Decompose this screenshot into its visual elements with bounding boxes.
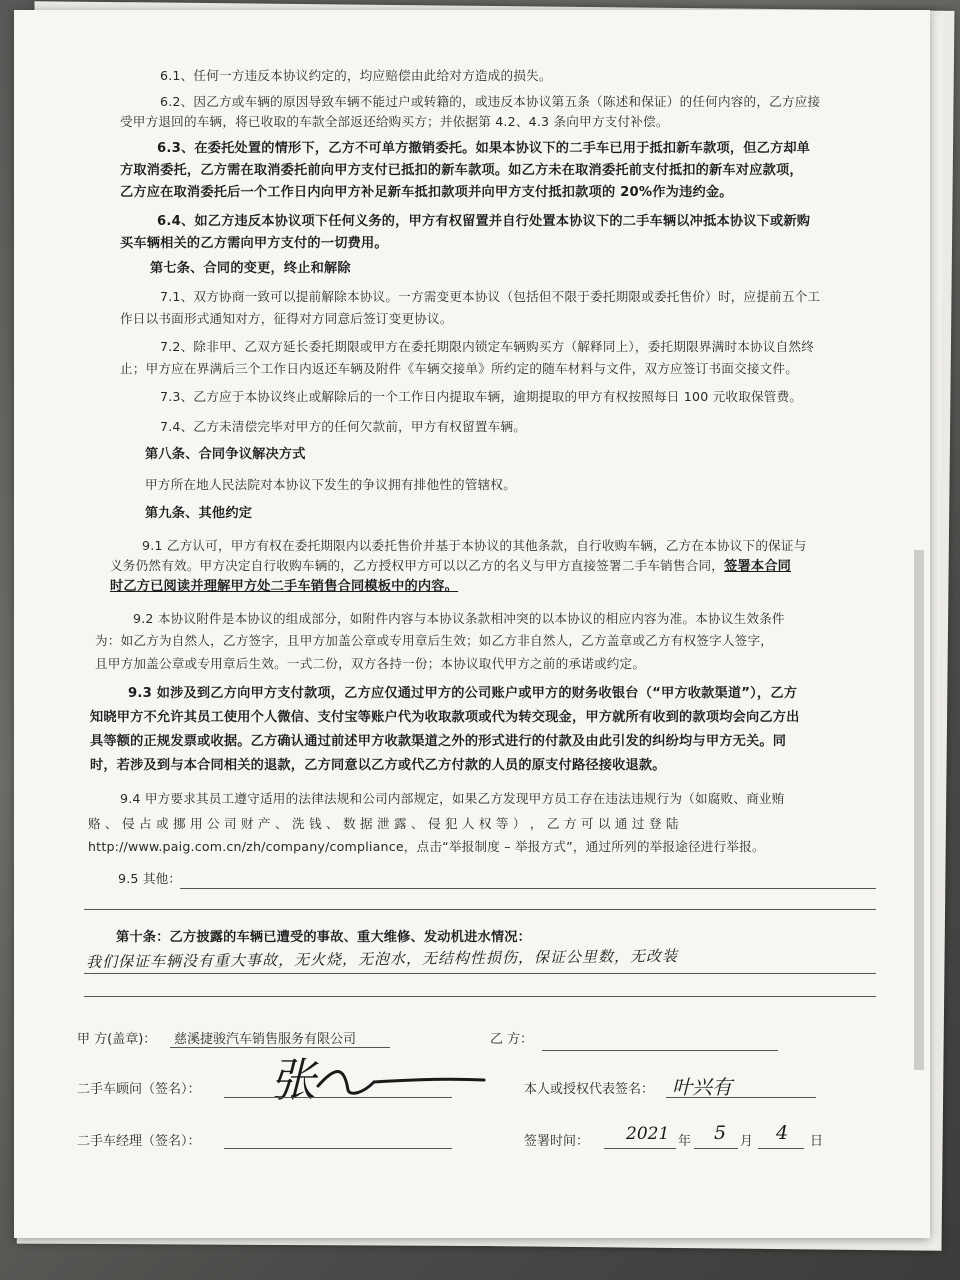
clause-9-1-bold-line: 时乙方已阅读并理解甲方处二手车销售合同模板中的内容。 <box>110 579 459 594</box>
clause-6-2-line1: 6.2、因乙方或车辆的原因导致车辆不能过户或转籍的，或违反本协议第五条（陈述和保证）的任何内容的，乙方应接 <box>160 94 821 109</box>
clause-6-3-line3: 乙方应在取消委托后一个工作日内向甲方补足新车抵扣款项并向甲方支付抵扣款项的 20%作为违约金。 <box>120 185 733 200</box>
clause-9-3-line2: 知晓甲方不允许其员工使用个人微信、支付宝等账户代为收取款项或代为转交现金，甲方就所有收到的款项均会向乙方出 <box>90 710 800 725</box>
manager-line <box>224 1148 452 1149</box>
date-year-line <box>604 1148 676 1149</box>
clause-9-2-line1: 9.2 本协议附件是本协议的组成部分，如附件内容与本协议条款相冲突的以本协议的相应内容为准。本协议生效条件 <box>133 611 785 626</box>
clause-6-1: 6.1、任何一方违反本协议约定的，均应赔偿由此给对方造成的损失。 <box>160 68 552 83</box>
article-10-heading: 第十条：乙方披露的车辆已遭受的事故、重大维修、发动机进水情况： <box>116 930 532 945</box>
clause-9-1-line1: 9.1 乙方认可，甲方有权在委托期限内以委托售价并基于本协议的其他条款，自行收购车辆，乙方在本协议下的保证与 <box>142 538 807 553</box>
contract-page <box>14 10 930 1238</box>
manager-label: 二手车经理（签名）： <box>77 1134 201 1149</box>
article-10-fill-line-2 <box>84 996 876 997</box>
clause-7-2-line2: 止；甲方应在界满后三个工作日内返还车辆及附件《车辆交接单》所约定的随车材料与文件，双方应签订书面交接文件。 <box>120 361 799 376</box>
clause-9-4-line1: 9.4 甲方要求其员工遵守适用的法律法规和公司内部规定，如果乙方发现甲方员工存在违法违规行为（如腐败、商业贿 <box>120 791 785 806</box>
clause-9-5-label: 9.5 其他： <box>118 871 182 886</box>
clause-9-5-fill-line-2 <box>84 909 876 910</box>
clause-9-4-line3: http://www.paig.com.cn/zh/company/compliance，点击“举报制度 – 举报方式”，通过所列的举报途径进行举报。 <box>88 839 765 854</box>
advisor-label: 二手车顾问（签名）： <box>77 1082 201 1097</box>
clause-9-2-line3: 且甲方加盖公章或专用章后生效。一式二份，双方各持一份；本协议取代甲方之前的承诺或约定。 <box>95 656 646 671</box>
clause-9-3-line1: 9.3 如涉及到乙方向甲方支付款项，乙方应仅通过甲方的公司账户或甲方的财务收银台（“甲方收款渠道”），乙方 <box>128 686 798 701</box>
clause-9-1-text: 义务仍然有效。甲方决定自行收购车辆的，乙方授权甲方可以以乙方的名义与甲方直接签署二手车销售合同， <box>110 558 725 573</box>
party-b-label: 乙 方： <box>490 1032 534 1047</box>
date-year: 2021 <box>626 1124 670 1144</box>
date-year-unit: 年 <box>678 1134 692 1149</box>
clause-7-4: 7.4、乙方未清偿完毕对甲方的任何欠款前，甲方有权留置车辆。 <box>160 419 527 434</box>
clause-9-3-line3: 具等额的正规发票或收据。乙方确认通过前述甲方收款渠道之外的形式进行的付款及由此引发的纠纷均与甲方无关。同 <box>90 734 787 749</box>
clause-9-4-line2: 赂 、 侵 占 或 挪 用 公 司 财 产 、 洗 钱 、 数 据 泄 露 、 侵 犯 人 权 等 ） ， 乙 方 可 以 通 过 登 陆 <box>88 816 679 831</box>
advisor-signature: 张 <box>270 1053 316 1107</box>
clause-7-3: 7.3、乙方应于本协议终止或解除后的一个工作日内提取车辆，逾期提取的甲方有权按照每日 100 元收取保管费。 <box>160 389 803 404</box>
date-day: 4 <box>776 1122 789 1144</box>
clause-6-3-line2: 方取消委托，乙方需在取消委托前向甲方支付已抵扣的新车款项。如乙方未在取消委托前支付抵扣的新车对应款项， <box>120 163 803 178</box>
advisor-signature-stroke <box>314 1060 494 1100</box>
advisor-line <box>224 1097 452 1098</box>
clause-6-4-line1: 6.4、如乙方违反本协议项下任何义务的，甲方有权留置并自行处置本协议下的二手车辆以冲抵本协议下或新购 <box>157 214 811 229</box>
rep-line <box>666 1097 816 1098</box>
date-day-line <box>758 1148 804 1149</box>
clause-8: 甲方所在地人民法院对本协议下发生的争议拥有排他性的管辖权。 <box>145 477 517 492</box>
rep-label: 本人或授权代表签名： <box>524 1082 655 1097</box>
date-day-unit: 日 <box>810 1134 824 1149</box>
clause-9-2-line2: 为：如乙方为自然人，乙方签字，且甲方加盖公章或专用章后生效；如乙方非自然人，乙方盖章或乙方有权签字人签字， <box>95 633 774 648</box>
article-10-handwritten-entry: 我们保证车辆没有重大事故，无火烧，无泡水，无结构性损伤，保证公里数，无改装 <box>85 946 679 972</box>
clause-9-5-fill-line-1 <box>180 888 876 889</box>
party-a-label: 甲 方(盖章)： <box>77 1032 157 1047</box>
clause-9-1-line2 <box>110 555 791 578</box>
article-9-heading: 第九条、其他约定 <box>145 506 253 521</box>
party-b-line <box>542 1050 778 1051</box>
page-edge-shadow <box>914 550 924 1070</box>
clause-6-4-line2: 买车辆相关的乙方需向甲方支付的一切费用。 <box>120 236 388 251</box>
rep-signature: 叶兴有 <box>672 1075 732 1099</box>
date-month-line <box>694 1148 738 1149</box>
date-label: 签署时间： <box>524 1134 590 1149</box>
party-a-company: 慈溪捷骏汽车销售服务有限公司 <box>174 1032 357 1047</box>
clause-9-3-line4: 时，若涉及到与本合同相关的退款，乙方同意以乙方或代乙方付款的人员的原支付路径接收退款。 <box>90 758 666 773</box>
date-month: 5 <box>714 1122 727 1144</box>
clause-7-2-line1: 7.2、除非甲、乙双方延长委托期限或甲方在委托期限内锁定车辆购买方（解释同上），委托期限界满时本协议自然终 <box>160 339 815 354</box>
article-7-heading: 第七条、合同的变更，终止和解除 <box>150 261 351 276</box>
article-8-heading: 第八条、合同争议解决方式 <box>145 447 306 462</box>
date-month-unit: 月 <box>740 1134 754 1149</box>
article-10-fill-line-1 <box>84 973 876 974</box>
clause-6-2-line2: 受甲方退回的车辆，将已收取的车款全部返还给购买方；并依据第 4.2、4.3 条向甲方支付补偿。 <box>120 114 669 129</box>
clause-6-3-line1: 6.3、在委托处置的情形下，乙方不可单方撤销委托。如果本协议下的二手车已用于抵扣新车款项，但乙方却单 <box>157 141 811 156</box>
clause-7-1-line2: 作日以书面形式通知对方，征得对方同意后签订变更协议。 <box>120 311 453 326</box>
clause-9-1-bold-start: 签署本合同 <box>724 559 792 574</box>
clause-7-1-line1: 7.1、双方协商一致可以提前解除本协议。一方需变更本协议（包括但不限于委托期限或委托售价）时，应提前五个工 <box>160 289 821 304</box>
